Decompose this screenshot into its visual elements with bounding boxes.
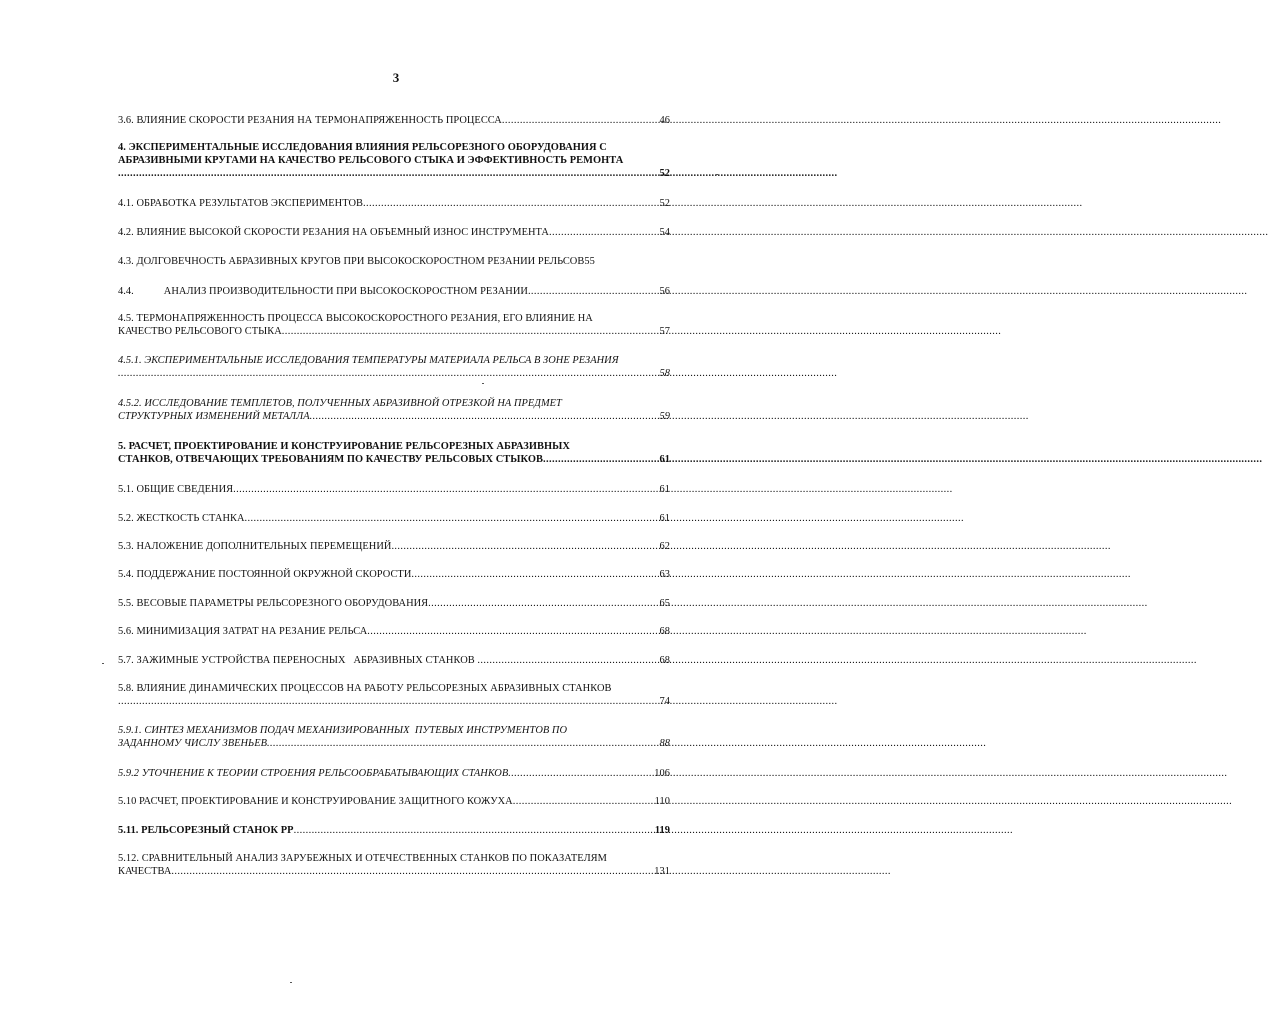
toc-title-line2: ЗАДАННОМУ ЧИСЛУ ЗВЕНЬЕВ xyxy=(118,738,268,749)
toc-page: 106 xyxy=(654,768,670,779)
toc-number: 4.5. xyxy=(118,313,134,324)
toc-page: 62 xyxy=(659,541,670,552)
scan-speck xyxy=(290,982,292,983)
toc-entry-5-7[interactable] xyxy=(118,654,670,667)
toc-number: 5.11. xyxy=(118,825,139,836)
toc-number: 3.6. xyxy=(118,115,134,126)
toc-number: 4. xyxy=(118,142,126,153)
dot-leader xyxy=(411,568,659,581)
toc-title: МИНИМИЗАЦИЯ ЗАТРАТ НА РЕЗАНИЕ РЕЛЬСА xyxy=(136,626,368,637)
toc-number: 5.3. xyxy=(118,541,134,552)
scan-speck xyxy=(102,663,104,664)
toc-page: 61 xyxy=(659,513,670,524)
toc-number: 4.2. xyxy=(118,227,134,238)
dot-leader xyxy=(233,483,659,496)
toc-title-line2: КАЧЕСТВА xyxy=(118,866,172,877)
toc-title-line2: СТАНКОВ, ОТВЕЧАЮЩИХ ТРЕБОВАНИЯМ ПО КАЧЕСТВУ РЕЛЬСОВЫХ СТЫКОВ xyxy=(118,454,543,465)
dot-leader xyxy=(282,325,660,338)
toc-entry-4-5-2[interactable] xyxy=(118,397,670,423)
dot-leader xyxy=(543,453,660,466)
toc-page: 54 xyxy=(659,227,670,238)
toc-title: НАЛОЖЕНИЕ ДОПОЛНИТЕЛЬНЫХ ПЕРЕМЕЩЕНИЙ xyxy=(136,541,392,552)
toc-number: 4.5.1. xyxy=(118,355,142,366)
toc-number: 5.6. xyxy=(118,626,134,637)
toc-title: АНАЛИЗ ПРОИЗВОДИТЕЛЬНОСТИ ПРИ ВЫСОКОСКОРОСТНОМ РЕЗАНИИ xyxy=(163,286,528,297)
toc-number: 4.1. xyxy=(118,198,134,209)
dot-leader xyxy=(477,654,659,667)
toc-title-line1: СРАВНИТЕЛЬНЫЙ АНАЛИЗ ЗАРУБЕЖНЫХ И ОТЕЧЕСТВЕННЫХ СТАНКОВ ПО ПОКАЗАТЕЛЯМ xyxy=(141,853,607,864)
toc-title: ОБЩИЕ СВЕДЕНИЯ xyxy=(136,484,234,495)
toc-title: ЗАЖИМНЫЕ УСТРОЙСТВА ПЕРЕНОСНЫХ АБРАЗИВНЫХ СТАНКОВ xyxy=(136,655,475,666)
scan-speck xyxy=(482,383,484,384)
toc-number: 5.9.2 xyxy=(118,768,140,779)
dot-leader xyxy=(367,625,659,638)
toc-page: 68 xyxy=(659,626,670,637)
dot-leader xyxy=(171,865,654,878)
toc-entry-4[interactable] xyxy=(118,141,670,180)
dot-leader xyxy=(118,695,660,708)
toc-entry-5-4[interactable] xyxy=(118,568,670,581)
toc-title: ПОДДЕРЖАНИЕ ПОСТОЯННОЙ ОКРУЖНОЙ СКОРОСТИ xyxy=(136,569,412,580)
toc-entry-5-1[interactable] xyxy=(118,483,670,496)
toc-title: ВЛИЯНИЕ СКОРОСТИ РЕЗАНИЯ НА ТЕРМОНАПРЯЖЕННОСТЬ ПРОЦЕССА xyxy=(136,115,502,126)
toc-page: 61 xyxy=(659,484,670,495)
toc-number: 5.7. xyxy=(118,655,134,666)
toc-page: 68 xyxy=(659,655,670,666)
toc-entry-5-11[interactable] xyxy=(118,824,670,837)
toc-page: 88 xyxy=(659,738,670,749)
toc-page: 56 xyxy=(659,286,670,297)
toc-title: УТОЧНЕНИЕ К ТЕОРИИ СТРОЕНИЯ РЕЛЬСООБРАБАТЫВАЮЩИХ СТАНКОВ xyxy=(141,768,509,779)
dot-leader xyxy=(428,597,659,610)
dot-leader xyxy=(245,512,660,525)
toc-title-line1: ЭКСПЕРИМЕНТАЛЬНЫЕ ИССЛЕДОВАНИЯ ВЛИЯНИЯ РЕЛЬСОРЕЗНОГО ОБОРУДОВАНИЯ С xyxy=(128,142,607,153)
toc-title-line2: АБРАЗИВНЫМИ КРУГАМИ НА КАЧЕСТВО РЕЛЬСОВОГО СТЫКА И ЭФФЕКТИВНОСТЬ РЕМОНТА xyxy=(118,155,624,166)
toc-number: 5.1. xyxy=(118,484,134,495)
toc-page: 59 xyxy=(659,411,670,422)
toc-entry-5-2[interactable] xyxy=(118,512,670,525)
toc-number: 5.8. xyxy=(118,683,134,694)
toc-page: 46 xyxy=(659,115,670,126)
toc-number: 5.4. xyxy=(118,569,134,580)
toc-title-line1: РАСЧЕТ, ПРОЕКТИРОВАНИЕ И КОНСТРУИРОВАНИЕ РЕЛЬСОРЕЗНЫХ АБРАЗИВНЫХ xyxy=(128,441,570,452)
toc-entry-5-12[interactable] xyxy=(118,852,670,878)
toc-title: ВЛИЯНИЕ ВЫСОКОЙ СКОРОСТИ РЕЗАНИЯ НА ОБЪЕМНЫЙ ИЗНОС ИНСТРУМЕНТА xyxy=(136,227,549,238)
toc-title: РАСЧЕТ, ПРОЕКТИРОВАНИЕ И КОНСТРУИРОВАНИЕ ЗАЩИТНОГО КОЖУХА xyxy=(139,796,513,807)
toc-page: 63 xyxy=(659,569,670,580)
toc-entry-4-5-1[interactable] xyxy=(118,354,670,380)
toc-page: 58 xyxy=(659,368,670,379)
toc-page: 52 xyxy=(659,168,670,179)
dot-leader xyxy=(118,367,660,380)
toc-entry-4-3[interactable] xyxy=(118,255,670,268)
toc-number: 4.3. xyxy=(118,256,134,267)
dot-leader xyxy=(508,767,654,780)
toc-title-line2: СТРУКТУРНЫХ ИЗМЕНЕНИЙ МЕТАЛЛА xyxy=(118,411,310,422)
toc-page: 74 xyxy=(659,696,670,707)
toc-entry-4-1[interactable] xyxy=(118,197,670,210)
toc-number: 4.5.2. xyxy=(118,398,142,409)
toc-number: 5.5. xyxy=(118,598,134,609)
toc-entry-5-3[interactable] xyxy=(118,540,670,553)
dot-leader xyxy=(513,795,655,808)
toc-entry-4-4[interactable] xyxy=(118,285,670,298)
toc-page: 57 xyxy=(659,326,670,337)
scan-speck xyxy=(716,174,718,175)
toc-entry-4-2[interactable] xyxy=(118,226,670,239)
toc-title-line1: ТЕРМОНАПРЯЖЕННОСТЬ ПРОЦЕССА ВЫСОКОСКОРОСТНОГО РЕЗАНИЯ, ЕГО ВЛИЯНИЕ НА xyxy=(136,313,593,324)
page-number: 3 xyxy=(392,70,400,85)
dot-leader xyxy=(391,540,659,553)
toc-entry-5-8[interactable] xyxy=(118,682,670,708)
toc-entry-5-10[interactable] xyxy=(118,795,670,808)
toc-page: 131 xyxy=(654,866,670,877)
toc-entry-5-5[interactable] xyxy=(118,597,670,610)
toc-page: 61 xyxy=(659,454,670,465)
toc-entry-5-9-2[interactable] xyxy=(118,767,670,780)
dot-leader xyxy=(294,824,655,837)
toc-title: ЖЕСТКОСТЬ СТАНКА xyxy=(136,513,245,524)
toc-entry-3-6[interactable] xyxy=(118,114,670,127)
toc-title: РЕЛЬСОРЕЗНЫЙ СТАНОК РР xyxy=(141,825,294,836)
toc-number: 5.9.1. xyxy=(118,725,142,736)
toc-page: 65 xyxy=(659,598,670,609)
toc-page: 119 xyxy=(654,825,670,836)
toc-page: 110 xyxy=(654,796,670,807)
toc-entry-5-6[interactable] xyxy=(118,625,670,638)
toc-title: ДОЛГОВЕЧНОСТЬ АБРАЗИВНЫХ КРУГОВ ПРИ ВЫСОКОСКОРОСТНОМ РЕЗАНИИ РЕЛЬСОВ xyxy=(136,256,585,267)
toc-title: ВЕСОВЫЕ ПАРАМЕТРЫ РЕЛЬСОРЕЗНОГО ОБОРУДОВАНИЯ xyxy=(136,598,429,609)
toc-entry-4-5[interactable] xyxy=(118,312,670,338)
dot-leader xyxy=(549,226,660,239)
toc-number: 4.4. xyxy=(118,286,134,297)
toc-number: 5.10 xyxy=(118,796,137,807)
toc-page: 55 xyxy=(584,256,595,267)
toc-title: ВЛИЯНИЕ ДИНАМИЧЕСКИХ ПРОЦЕССОВ НА РАБОТУ РЕЛЬСОРЕЗНЫХ АБРАЗИВНЫХ СТАНКОВ xyxy=(136,683,612,694)
toc-entry-5[interactable] xyxy=(118,440,670,466)
toc-title-line2: КАЧЕСТВО РЕЛЬСОВОГО СТЫКА xyxy=(118,326,282,337)
toc-number: 5. xyxy=(118,441,126,452)
dot-leader xyxy=(528,285,660,298)
dot-leader xyxy=(267,737,659,750)
toc-title-line1: СИНТЕЗ МЕХАНИЗМОВ ПОДАЧ МЕХАНИЗИРОВАННЫХ ПУТЕВЫХ ИНСТРУМЕНТОВ ПО xyxy=(144,725,568,736)
dot-leader xyxy=(310,410,660,423)
toc-title-line1: ИССЛЕДОВАНИЕ ТЕМПЛЕТОВ, ПОЛУЧЕННЫХ АБРАЗИВНОЙ ОТРЕЗКОЙ НА ПРЕДМЕТ xyxy=(144,398,562,409)
toc-number: 5.2. xyxy=(118,513,134,524)
dot-leader xyxy=(363,197,659,210)
toc-page: 52 xyxy=(659,198,670,209)
toc-title: ЭКСПЕРИМЕНТАЛЬНЫЕ ИССЛЕДОВАНИЯ ТЕМПЕРАТУРЫ МАТЕРИАЛА РЕЛЬСА В ЗОНЕ РЕЗАНИЯ xyxy=(144,355,619,366)
toc-entry-5-9-1[interactable] xyxy=(118,724,670,750)
dot-leader xyxy=(118,167,660,180)
dot-leader xyxy=(502,114,660,127)
toc-title: ОБРАБОТКА РЕЗУЛЬТАТОВ ЭКСПЕРИМЕНТОВ xyxy=(136,198,364,209)
toc-number: 5.12. xyxy=(118,853,140,864)
